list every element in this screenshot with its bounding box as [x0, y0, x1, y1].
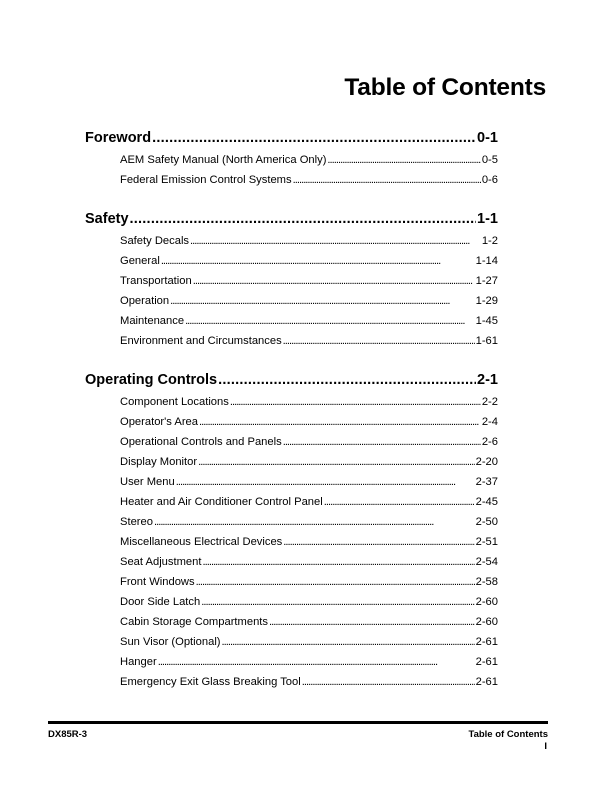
dot-leader [201, 596, 474, 608]
entry-label: Component Locations [120, 396, 229, 408]
toc-entry[interactable] [120, 335, 498, 351]
toc-entry[interactable] [120, 255, 498, 271]
toc-entry[interactable] [120, 315, 498, 331]
dot-leader [269, 616, 475, 628]
entry-label: Door Side Latch [120, 596, 201, 608]
dot-leader [185, 315, 475, 327]
entry-page: 2-54 [475, 556, 498, 568]
entry-label: Operational Controls and Panels [120, 436, 282, 448]
entry-label: Maintenance [120, 315, 185, 327]
toc-entry[interactable] [120, 456, 498, 472]
section-heading: Operating Controls [85, 372, 218, 388]
dot-leader [154, 516, 475, 528]
dot-leader [202, 556, 474, 568]
entry-page: 2-20 [475, 456, 498, 468]
toc-entry[interactable] [120, 275, 498, 291]
entry-page: 1-61 [475, 335, 498, 347]
toc-entry[interactable] [120, 596, 498, 612]
entry-page: 2-45 [475, 496, 498, 508]
entry-page: 1-45 [475, 315, 498, 327]
section-heading: Safety [85, 211, 129, 227]
dot-leader [158, 656, 475, 668]
toc-entry[interactable] [120, 616, 498, 632]
entry-page: 2-61 [475, 636, 498, 648]
dot-leader [293, 174, 481, 186]
entry-label: Operation [120, 295, 170, 307]
dot-leader [130, 211, 477, 227]
section-page: 1-1 [477, 211, 498, 227]
dot-leader [152, 130, 476, 146]
toc-entry[interactable] [120, 416, 498, 432]
dot-leader [327, 154, 480, 166]
toc-entry[interactable] [120, 496, 498, 512]
footer-page-number: I [544, 741, 547, 752]
dot-leader [193, 275, 475, 287]
dot-leader [176, 476, 475, 488]
toc-entry[interactable] [120, 154, 498, 170]
entry-page: 2-50 [475, 516, 498, 528]
dot-leader [283, 436, 481, 448]
toc-section-foreword[interactable] [85, 130, 498, 150]
toc-entry[interactable] [120, 235, 498, 251]
dot-leader [222, 636, 475, 648]
section-page: 2-1 [477, 372, 498, 388]
entry-label: Sun Visor (Optional) [120, 636, 221, 648]
toc-entry[interactable] [120, 536, 498, 552]
entry-label: General [120, 255, 160, 267]
entry-label: Federal Emission Control Systems [120, 174, 292, 186]
dot-leader [170, 295, 474, 307]
entry-page: 0-6 [481, 174, 498, 186]
entry-label: Emergency Exit Glass Breaking Tool [120, 676, 301, 688]
dot-leader [190, 235, 481, 247]
toc-entry[interactable] [120, 636, 498, 652]
entry-page: 1-27 [475, 275, 498, 287]
entry-label: Transportation [120, 275, 192, 287]
entry-page: 1-29 [475, 295, 498, 307]
entry-label: AEM Safety Manual (North America Only) [120, 154, 327, 166]
entry-page: 0-5 [481, 154, 498, 166]
entry-page: 2-2 [481, 396, 498, 408]
entry-page: 1-14 [475, 255, 498, 267]
toc-entry[interactable] [120, 556, 498, 572]
toc-section-operating-controls[interactable] [85, 372, 498, 392]
entry-page: 2-37 [475, 476, 498, 488]
entry-label: Environment and Circumstances [120, 335, 282, 347]
entry-page: 2-60 [475, 616, 498, 628]
dot-leader [196, 576, 475, 588]
dot-leader [161, 255, 475, 267]
entry-page: 2-51 [475, 536, 498, 548]
dot-leader [198, 456, 474, 468]
entry-label: Cabin Storage Compartments [120, 616, 268, 628]
dot-leader [283, 335, 475, 347]
entry-label: Miscellaneous Electrical Devices [120, 536, 283, 548]
entry-label: Front Windows [120, 576, 195, 588]
entry-label: Hanger [120, 656, 157, 668]
toc-entry[interactable] [120, 476, 498, 492]
section-heading: Foreword [85, 130, 152, 146]
toc-entry[interactable] [120, 576, 498, 592]
entry-page: 2-6 [481, 436, 498, 448]
dot-leader [324, 496, 475, 508]
toc-entry[interactable] [120, 436, 498, 452]
entry-label: Stereo [120, 516, 153, 528]
entry-page: 2-4 [481, 416, 498, 428]
entry-page: 2-58 [475, 576, 498, 588]
entry-label: Seat Adjustment [120, 556, 202, 568]
dot-leader [302, 676, 475, 688]
dot-leader [230, 396, 481, 408]
toc-entry[interactable] [120, 396, 498, 412]
entry-label: Safety Decals [120, 235, 190, 247]
page-title: Table of Contents [344, 74, 546, 101]
section-page: 0-1 [477, 130, 498, 146]
toc-entry[interactable] [120, 676, 498, 692]
entry-label: User Menu [120, 476, 175, 488]
entry-page: 2-61 [475, 676, 498, 688]
toc-entry[interactable] [120, 656, 498, 672]
entry-label: Display Monitor [120, 456, 198, 468]
toc-entry[interactable] [120, 295, 498, 311]
toc-section-safety[interactable] [85, 211, 498, 231]
entry-page: 1-2 [481, 235, 498, 247]
dot-leader [218, 372, 476, 388]
entry-label: Operator's Area [120, 416, 199, 428]
toc-entry[interactable] [120, 516, 498, 532]
footer-rule [48, 721, 548, 724]
entry-page: 2-61 [475, 656, 498, 668]
footer-model: DX85R-3 [48, 729, 88, 740]
footer-section-title: Table of Contents [468, 729, 548, 740]
dot-leader [283, 536, 474, 548]
toc-entry[interactable] [120, 174, 498, 190]
dot-leader [199, 416, 481, 428]
entry-label: Heater and Air Conditioner Control Panel [120, 496, 323, 508]
entry-page: 2-60 [475, 596, 498, 608]
